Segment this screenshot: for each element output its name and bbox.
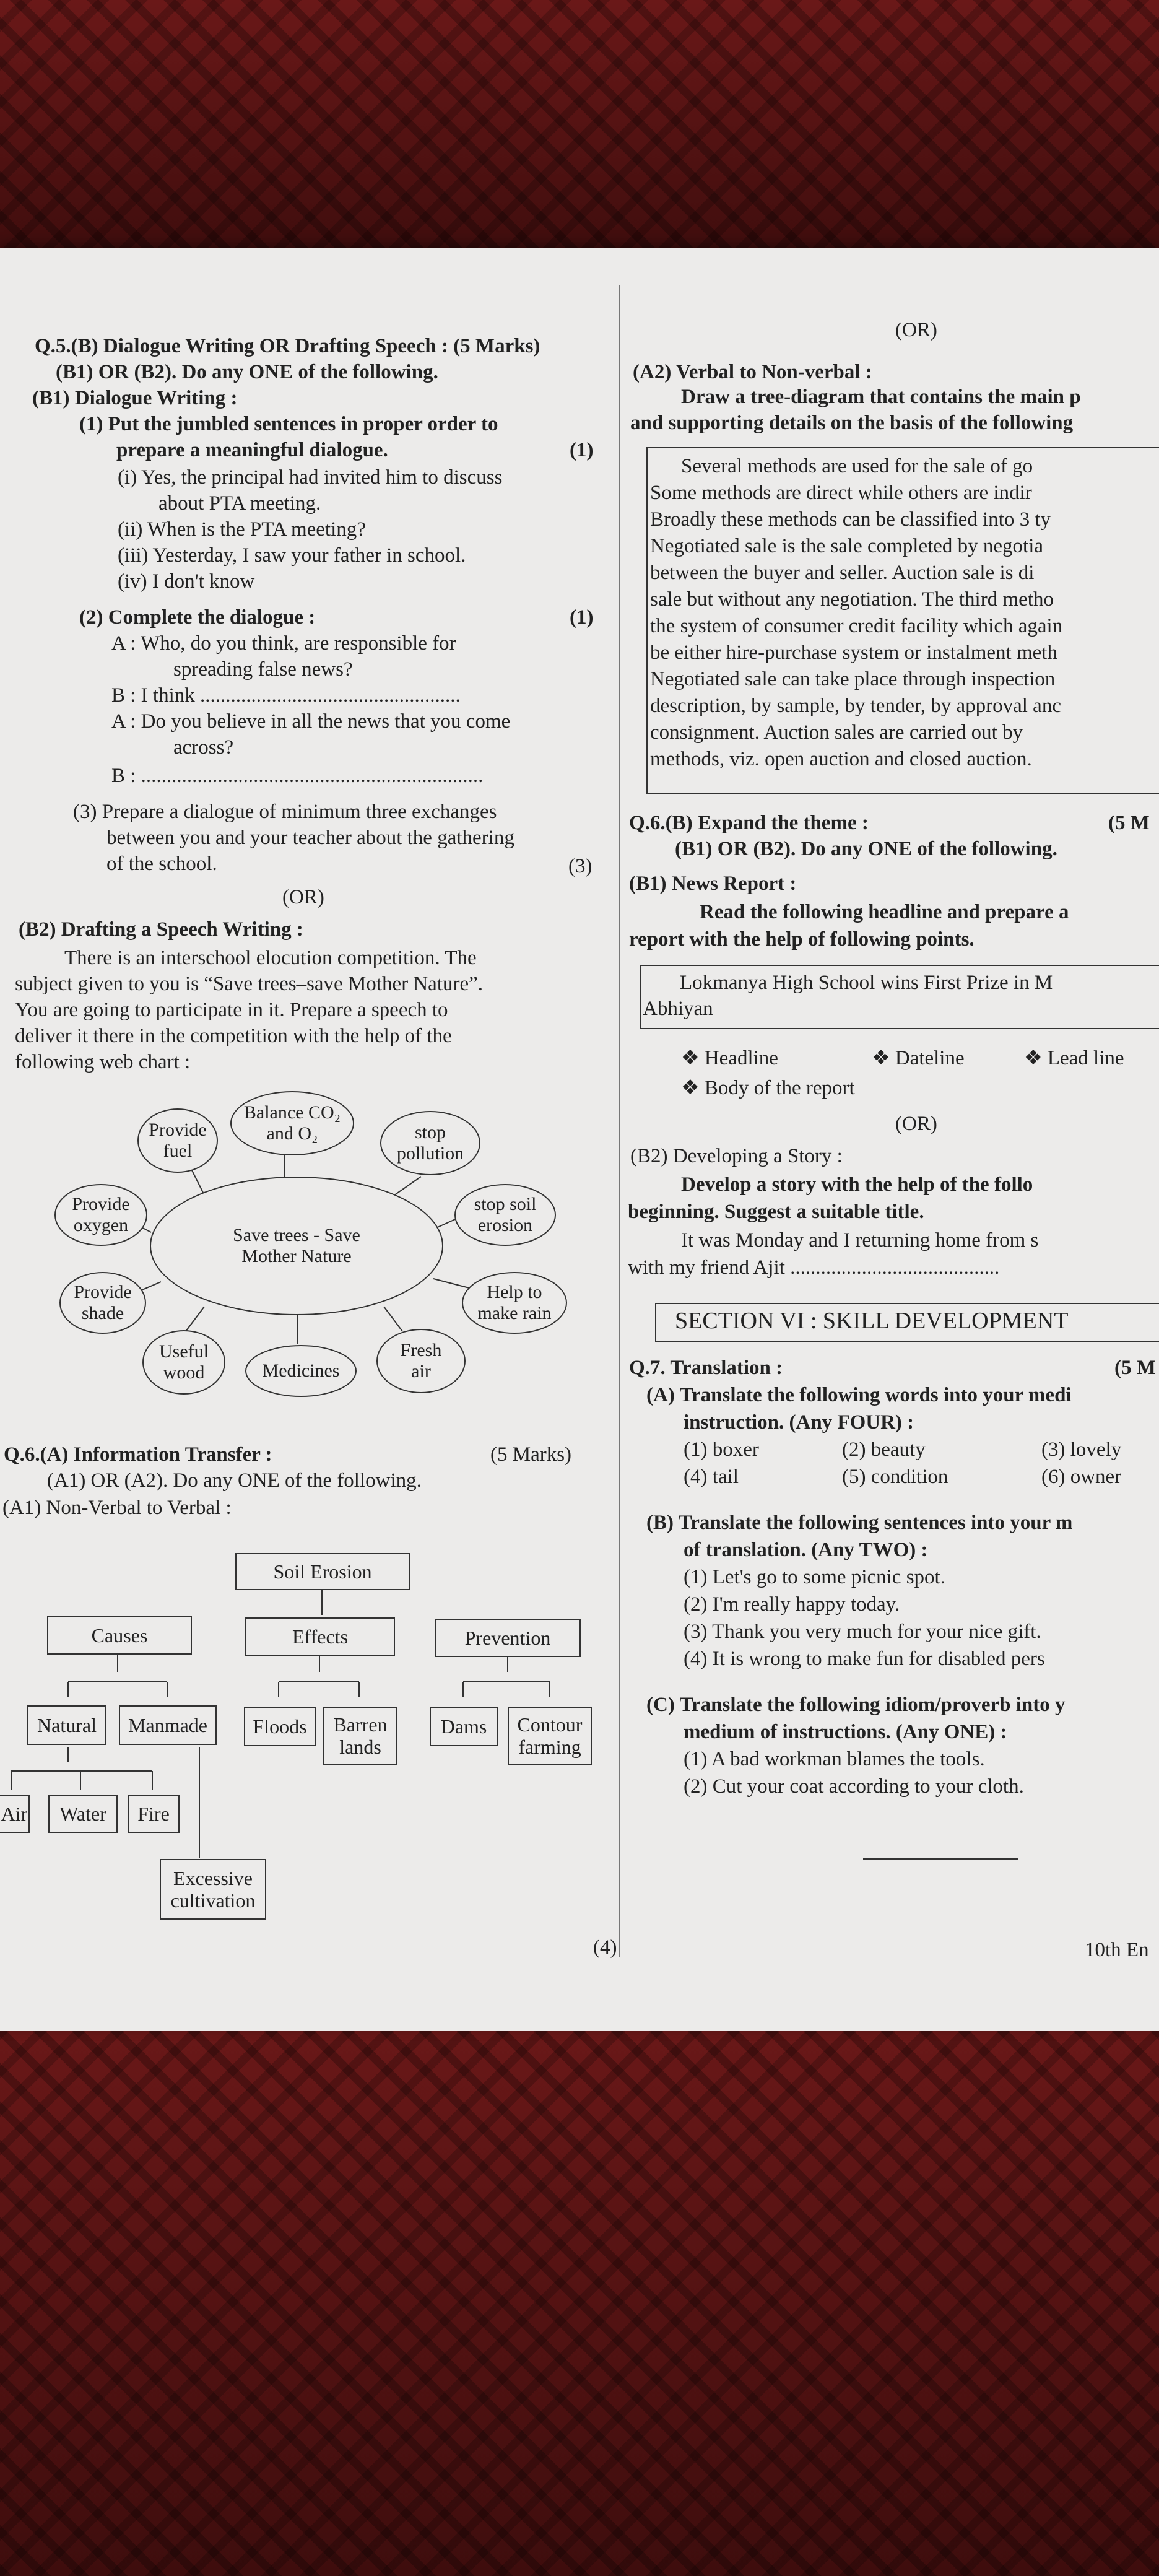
node-provide-shade: Provide shade [59,1272,146,1334]
tree-air: Air [0,1795,30,1833]
b2-text-5: following web chart : [15,1051,191,1073]
node-balance-co2: Balance CO₂ and O₂ [230,1091,354,1155]
node-useful-wood: Useful wood [142,1330,225,1395]
q6a-title: Q.6.(A) Information Transfer : [4,1443,272,1466]
jumbled-i-cont: about PTA meeting. [158,492,321,515]
word-5: (5) condition [842,1466,948,1488]
or-mid: (OR) [895,1113,937,1135]
passage-line-11: consignment. Auction sales are carried out by [650,721,1023,744]
tree-barren-lands: Barren lands [323,1707,397,1765]
tree-natural: Natural [27,1705,106,1745]
web-center-node: Save trees - Save Mother Nature [150,1177,443,1315]
node-stop-soil-erosion: stop soil erosion [454,1184,556,1246]
item1-marks: (1) [570,439,594,461]
jumbled-ii: (ii) When is the PTA meeting? [118,518,366,541]
item1-line2: prepare a meaningful dialogue. [116,439,388,461]
passage-line-6: sale but without any negotiation. The third metho [650,588,1054,611]
passage-line-7: the system of consumer credit facility which again [650,615,1063,637]
tree-fire: Fire [128,1795,180,1833]
b2-story-line4: with my friend Ajit ......................................... [628,1256,1000,1279]
point-lead-line: ❖ Lead line [1024,1047,1124,1069]
dialogue-a2: A : Do you believe in all the news that you come [111,710,511,733]
word-2: (2) beauty [842,1438,926,1461]
or-separator: (OR) [282,886,324,908]
passage-line-10: description, by sample, by tender, by approval anc [650,695,1061,717]
passage-line-4: Negotiated sale is the sale completed by negotia [650,535,1044,557]
passage-line-8: be either hire-purchase system or instalment meth [650,642,1057,664]
word-6: (6) owner [1041,1466,1122,1488]
passage-line-2: Some methods are direct while others are indir [650,482,1032,504]
passage-line-12: methods, viz. open auction and closed auction. [650,748,1032,770]
word-4: (4) tail [684,1466,739,1488]
b2-text-4: deliver it there in the competition with the help of the [15,1025,452,1047]
b1-news-heading: (B1) News Report : [629,872,797,895]
q6b-marks: (5 M [1108,812,1150,834]
b2-story-heading: (B2) Developing a Story : [630,1145,843,1167]
idiom-1: (1) A bad workman blames the tools. [684,1748,985,1770]
dialogue-a1-cont: spreading false news? [173,658,353,681]
word-3: (3) lovely [1041,1438,1122,1461]
node-provide-fuel: Provide fuel [137,1108,218,1173]
passage-line-9: Negotiated sale can take place through inspection [650,668,1056,690]
b1-line2: report with the help of following points. [629,928,975,951]
sentence-2: (2) I'm really happy today. [684,1593,900,1616]
point-body: ❖ Body of the report [681,1077,855,1099]
end-rule [863,1858,1018,1860]
tree-effects: Effects [245,1617,395,1656]
page-number: (4) [593,1936,617,1959]
q6a-choice: (A1) OR (A2). Do any ONE of the following. [47,1469,422,1492]
b1-heading: (B1) Dialogue Writing : [32,387,238,409]
passage-line-1: Several methods are used for the sale of go [681,455,1033,477]
a2-line2: and supporting details on the basis of the following [630,412,1074,434]
or-top: (OR) [895,319,937,341]
a1-heading: (A1) Non-Verbal to Verbal : [2,1497,232,1519]
q7c-title-2: medium of instructions. (Any ONE) : [684,1721,1007,1743]
node-provide-oxygen: Provide oxygen [54,1184,147,1246]
q7c-title-1: (C) Translate the following idiom/proverb into y [646,1694,1066,1716]
tree-floods: Floods [244,1707,316,1746]
b1-line1: Read the following headline and prepare a [700,901,1069,923]
jumbled-iii: (iii) Yesterday, I saw your father in school. [118,544,466,567]
sentence-3: (3) Thank you very much for your nice gift. [684,1621,1041,1643]
b2-text-3: You are going to participate in it. Prepare a speech to [15,999,448,1021]
q7a-title-1: (A) Translate the following words into your medi [646,1384,1072,1406]
tree-prevention: Prevention [435,1619,581,1657]
tree-water: Water [48,1795,118,1833]
word-1: (1) boxer [684,1438,759,1461]
tree-root-soil-erosion: Soil Erosion [235,1553,410,1590]
tree-causes: Causes [47,1616,192,1655]
item2-marks: (1) [570,606,594,629]
jumbled-iv: (iv) I don't know [118,570,255,593]
headline-text-1: Lokmanya High School wins First Prize in M [680,972,1053,994]
dialogue-b2: B : ................................................................... [111,765,484,787]
passage-line-3: Broadly these methods can be classified into 3 ty [650,508,1051,531]
b2-story-line3: It was Monday and I returning home from s [681,1229,1039,1251]
item3-line1: (3) Prepare a dialogue of minimum three exchanges [73,801,497,823]
dialogue-a2-cont: across? [173,736,234,759]
tree-contour-farming: Contour farming [508,1707,592,1765]
headline-text-2: Abhiyan [643,998,713,1020]
tree-manmade: Manmade [119,1705,217,1745]
tree-excessive-cultivation: Excessive cultivation [160,1859,266,1920]
q6b-choice: (B1) OR (B2). Do any ONE of the following. [675,838,1057,860]
tree-dams: Dams [430,1707,498,1746]
sentence-1: (1) Let's go to some picnic spot. [684,1566,945,1588]
q7-marks: (5 M [1114,1357,1156,1379]
node-medicines: Medicines [245,1345,357,1397]
q6a-marks: (5 Marks) [490,1443,572,1466]
b2-story-line1: Develop a story with the help of the follo [681,1173,1033,1196]
jumbled-i: (i) Yes, the principal had invited him to discuss [118,466,503,489]
node-fresh-air: Fresh air [376,1329,466,1393]
dialogue-a1: A : Who, do you think, are responsible for [111,632,456,655]
item3-marks: (3) [568,855,593,877]
q6b-title: Q.6.(B) Expand the theme : [629,812,869,834]
q7a-title-2: instruction. (Any FOUR) : [684,1411,914,1434]
b2-text-1: There is an interschool elocution competition. The [64,947,477,969]
item2-heading: (2) Complete the dialogue : [79,606,316,629]
point-dateline: ❖ Dateline [872,1047,965,1069]
passage-line-5: between the buyer and seller. Auction sale is di [650,562,1035,584]
dialogue-b1: B : I think ................................................... [111,684,461,707]
q7-title: Q.7. Translation : [629,1357,783,1379]
item3-line3: of the school. [106,853,217,875]
b2-heading: (B2) Drafting a Speech Writing : [19,918,303,941]
section-heading: SECTION VI : SKILL DEVELOPMENT [675,1308,1069,1334]
point-headline: ❖ Headline [681,1047,778,1069]
page-footer: 10th En [1085,1939,1149,1961]
b2-text-2: subject given to you is “Save trees–save Mother Nature”. [15,973,484,995]
q5-title: Q.5.(B) Dialogue Writing OR Drafting Speech : (5 Marks) [35,335,540,357]
b2-story-line2: beginning. Suggest a suitable title. [628,1201,924,1223]
q7b-title-1: (B) Translate the following sentences into your m [646,1512,1073,1534]
a2-line1: Draw a tree-diagram that contains the main p [681,386,1081,408]
sentence-4: (4) It is wrong to make fun for disabled pers [684,1648,1045,1670]
node-stop-pollution: stop pollution [380,1111,480,1175]
item3-line2: between you and your teacher about the gathering [106,827,514,849]
node-help-make-rain: Help to make rain [462,1272,567,1334]
item1-line1: (1) Put the jumbled sentences in proper order to [79,413,498,435]
q7b-title-2: of translation. (Any TWO) : [684,1539,928,1561]
q5-choice: (B1) OR (B2). Do any ONE of the following. [56,361,438,383]
a2-heading: (A2) Verbal to Non-verbal : [633,361,872,383]
idiom-2: (2) Cut your coat according to your cloth. [684,1775,1024,1798]
